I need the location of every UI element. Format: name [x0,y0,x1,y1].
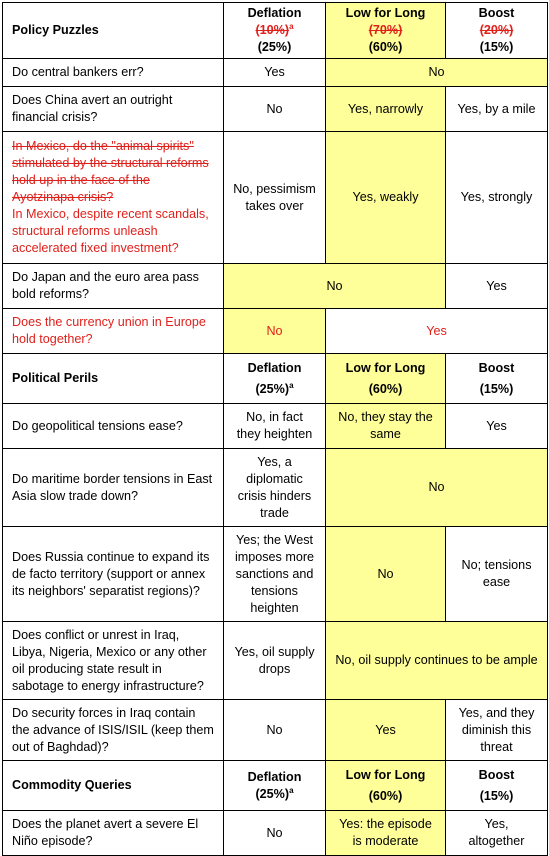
answer-low-for-long: Yes, weakly [326,132,446,264]
answer-merged: No [326,59,548,87]
commodity-header-row [3,761,548,811]
header-low-for-long [326,761,446,811]
answer-deflation: No [224,309,326,354]
header-deflation [224,354,326,404]
table-row [3,622,548,700]
answer-deflation: Yes; the West imposes more sanctions and tensions heighten [224,527,326,622]
question-cell: Does the planet avert a severe El Niño episode? [3,811,224,856]
header-boost [446,3,548,59]
section-title-commodity: Commodity Queries [3,761,224,811]
answer-deflation: No [224,87,326,132]
header-name: Deflation [247,769,302,784]
table-row [3,404,548,449]
header-pct: (25%) [255,786,290,801]
answer-deflation: No, pessimism takes over [224,132,326,264]
header-name: Low for Long [345,6,426,20]
answer-deflation: No [224,700,326,761]
header-name: Boost [478,360,515,375]
header-pct: (60%) [368,788,403,803]
answer-boost: Yes, and they diminish this threat [446,700,548,761]
answer-boost: Yes, altogether [446,811,548,856]
header-boost [446,761,548,811]
answer-boost: No; tensions ease [446,527,548,622]
question-cell: Does China avert an outright financial crisis? [3,87,224,132]
header-deflation [224,3,326,59]
header-old-pct: (10%) [255,23,290,37]
section-title-policy: Policy Puzzles [3,3,224,59]
answer-deflation: No, in fact they heighten [224,404,326,449]
question-cell: Do Japan and the euro area pass bold reforms? [3,264,224,309]
answer-low-for-long: No, they stay the same [326,404,446,449]
table-row [3,309,548,354]
policy-header-row [3,3,548,59]
answer-boost: Yes [446,404,548,449]
header-pct: (60%) [368,381,403,396]
table-row [3,264,548,309]
header-new-pct: (15%) [479,40,514,54]
header-name: Low for Long [345,360,426,375]
table-row [3,87,548,132]
table-row [3,700,548,761]
answer-merged: No, oil supply continues to be ample [326,622,548,700]
footnote-marker: a [289,380,294,390]
question-cell: Does the currency union in Europe hold together? [3,309,224,354]
answer-boost: Yes, strongly [446,132,548,264]
header-name: Low for Long [345,767,426,782]
answer-deflation: No [224,811,326,856]
header-name: Deflation [247,6,302,20]
header-deflation [224,761,326,811]
answer-merged: No [224,264,446,309]
header-name: Boost [478,6,515,20]
footnote-marker: a [289,21,294,31]
header-low-for-long [326,354,446,404]
answer-deflation: Yes, a diplomatic crisis hinders trade [224,449,326,527]
scenario-table [2,2,548,856]
header-boost [446,354,548,404]
question-cell: Do central bankers err? [3,59,224,87]
question-cell: Does conflict or unrest in Iraq, Libya, Nigeria, Mexico or any other oil producing state result in sabotage to energy infrastructure? [3,622,224,700]
answer-low-for-long: No [326,527,446,622]
answer-boost: Yes [446,264,548,309]
header-new-pct: (60%) [368,40,403,54]
question-cell: Does Russia continue to expand its de facto territory (support or annex its neighbors' separatist regions)? [3,527,224,622]
answer-low-for-long: Yes [326,700,446,761]
header-pct: (25%) [255,381,290,396]
question-cell: Do maritime border tensions in East Asia slow trade down? [3,449,224,527]
header-old-pct: (20%) [479,23,514,37]
footnote-marker: a [289,785,294,795]
header-name: Deflation [247,360,302,375]
header-name: Boost [478,767,515,782]
section-title-political: Political Perils [3,354,224,404]
table-row [3,59,548,87]
header-pct: (15%) [479,381,514,396]
answer-deflation: Yes, oil supply drops [224,622,326,700]
header-old-pct: (70%) [368,23,403,37]
table-row [3,527,548,622]
answer-deflation: Yes [224,59,326,87]
question-cell: Do security forces in Iraq contain the advance of ISIS/ISIL (keep them out of Baghdad)? [3,700,224,761]
answer-boost: Yes, by a mile [446,87,548,132]
answer-merged: Yes [326,309,548,354]
answer-low-for-long: Yes, narrowly [326,87,446,132]
question-cell [3,132,224,264]
question-new-text: In Mexico, despite recent scandals, structural reforms unleash accelerated fixed investment? [12,207,209,255]
header-pct: (15%) [479,788,514,803]
question-cell: Do geopolitical tensions ease? [3,404,224,449]
question-old-text: In Mexico, do the "animal spirits" stimulated by the structural reforms hold up in the face of the Ayotzinapa crisis? [12,139,209,204]
header-low-for-long [326,3,446,59]
political-header-row [3,354,548,404]
answer-low-for-long: Yes: the episode is moderate [326,811,446,856]
header-new-pct: (25%) [257,40,292,54]
table-row [3,811,548,856]
table-row [3,449,548,527]
table-row [3,132,548,264]
answer-merged: No [326,449,548,527]
